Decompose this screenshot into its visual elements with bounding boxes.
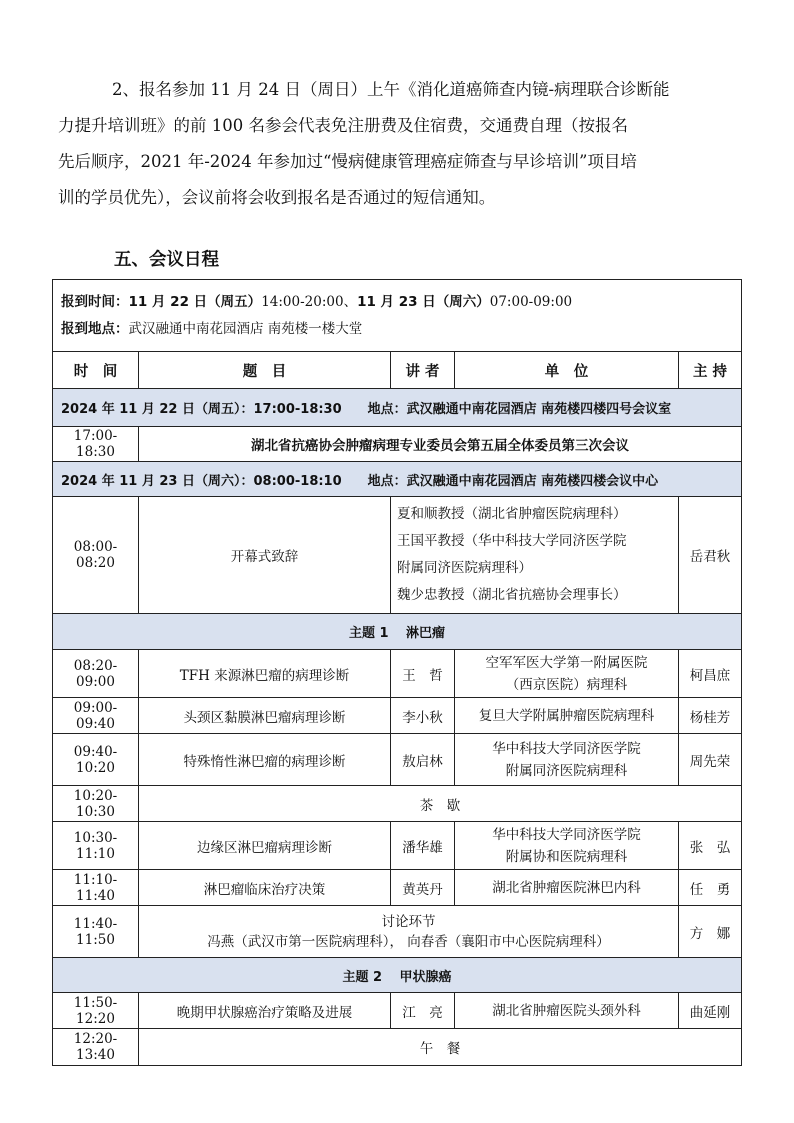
table-row	[53, 822, 742, 870]
discussion-row	[53, 906, 742, 958]
opening-speakers	[391, 497, 679, 614]
day1-band	[53, 389, 742, 427]
discussion-title: 讨论环节	[381, 913, 436, 930]
header-unit: 单 位	[455, 352, 679, 389]
lunch-label: 午 餐	[139, 1029, 742, 1066]
discussion-people: 冯燕（武汉市第一医院病理科）， 向春香（襄阳市中心医院病理科）	[207, 933, 610, 950]
row-host: 杨桂芳	[679, 698, 742, 734]
header-speaker: 讲 者	[391, 352, 455, 389]
theme1-title: 主题 1 淋巴瘤	[53, 614, 742, 650]
row-topic: 边缘区淋巴瘤病理诊断	[139, 822, 391, 870]
row-speaker: 王 哲	[391, 650, 455, 698]
row-unit: 华中科技大学同济医学院 附属同济医院病理科	[455, 734, 679, 786]
opening-title: 开幕式致辞	[139, 497, 391, 614]
section-title: 五、会议日程	[114, 250, 219, 270]
row-speaker: 李小秋	[391, 698, 455, 734]
header-host: 主 持	[679, 352, 742, 389]
table-row	[53, 993, 742, 1029]
theme2-title: 主题 2 甲状腺癌	[53, 958, 742, 993]
row-speaker: 江 亮	[391, 993, 455, 1029]
table-row	[53, 870, 742, 906]
lunch-row	[53, 1029, 742, 1066]
schedule-table	[52, 279, 742, 1066]
row-topic: 头颈区黏膜淋巴瘤病理诊断	[139, 698, 391, 734]
row-time: 11:50-12:20	[53, 993, 139, 1029]
intro-line-4: 训的学员优先），会议前将会收到报名是否通过的短信通知。	[58, 188, 496, 207]
table-row	[53, 650, 742, 698]
theme2-band	[53, 958, 742, 993]
row-host: 张 弘	[679, 822, 742, 870]
row-host: 周先荣	[679, 734, 742, 786]
registration-place: 报到地点：武汉融通中南花园酒店 南苑楼一楼大堂	[61, 320, 363, 337]
row-host: 任 勇	[679, 870, 742, 906]
row-time: 10:30-11:10	[53, 822, 139, 870]
meeting-row	[53, 427, 742, 462]
row-speaker: 潘华雄	[391, 822, 455, 870]
registration-time: 报到时间：11 月 22 日（周五）14:00-20:00、11 月 23 日（周六）07:00-09:00	[61, 293, 573, 310]
registration-cell	[53, 280, 742, 352]
row-time: 09:00-09:40	[53, 698, 139, 734]
opening-host: 岳君秋	[679, 497, 742, 614]
opening-speaker-2: 王国平教授（华中科技大学同济医学院	[397, 533, 627, 549]
discussion-cell	[139, 906, 679, 958]
break-row	[53, 786, 742, 822]
header-row	[53, 352, 742, 389]
intro-line-2: 力提升培训班》的前 100 名参会代表免注册费及住宿费，交通费自理（按报名	[58, 116, 628, 135]
intro-line-1: 2、报名参加 11 月 24 日（周日）上午《消化道癌筛查内镜-病理联合诊断能	[112, 80, 670, 99]
row-unit: 复旦大学附属肿瘤医院病理科	[455, 698, 679, 734]
discussion-time: 11:40-11:50	[53, 906, 139, 958]
row-host: 柯昌庶	[679, 650, 742, 698]
row-time: 08:20-09:00	[53, 650, 139, 698]
opening-row	[53, 497, 742, 614]
row-time: 11:10-11:40	[53, 870, 139, 906]
opening-speaker-1: 夏和顺教授（湖北省肿瘤医院病理科）	[397, 506, 627, 522]
lunch-time: 12:20-13:40	[53, 1029, 139, 1066]
row-unit: 华中科技大学同济医学院 附属协和医院病理科	[455, 822, 679, 870]
row-topic: 淋巴瘤临床治疗决策	[139, 870, 391, 906]
theme1-band	[53, 614, 742, 650]
table-row	[53, 698, 742, 734]
table-row	[53, 734, 742, 786]
opening-time: 08:00-08:20	[53, 497, 139, 614]
row-unit: 湖北省肿瘤医院淋巴内科	[455, 870, 679, 906]
day2-band-cell: 2024 年 11 月 23 日（周六）：08:00-18:10 地点：武汉融通中南花园酒店 南苑楼四楼会议中心	[53, 462, 742, 497]
header-time: 时 间	[53, 352, 139, 389]
row-topic: 晚期甲状腺癌治疗策略及进展	[139, 993, 391, 1029]
meeting-time: 17:00-18:30	[53, 427, 139, 462]
row-unit: 空军军医大学第一附属医院 （西京医院）病理科	[455, 650, 679, 698]
row-speaker: 敖启林	[391, 734, 455, 786]
header-topic: 题 目	[139, 352, 391, 389]
row-host: 曲延刚	[679, 993, 742, 1029]
registration-row	[53, 280, 742, 352]
row-topic: TFH 来源淋巴瘤的病理诊断	[139, 650, 391, 698]
row-speaker: 黄英丹	[391, 870, 455, 906]
day1-band-cell: 2024 年 11 月 22 日（周五）：17:00-18:30 地点：武汉融通中南花园酒店 南苑楼四楼四号会议室	[53, 389, 742, 427]
meeting-title: 湖北省抗癌协会肿瘤病理专业委员会第五届全体委员第三次会议	[139, 427, 742, 462]
row-time: 09:40-10:20	[53, 734, 139, 786]
opening-speaker-3: 魏少忠教授（湖北省抗癌协会理事长）	[397, 587, 627, 603]
day2-band	[53, 462, 742, 497]
intro-paragraph	[58, 72, 748, 216]
break-time: 10:20-10:30	[53, 786, 139, 822]
row-unit: 湖北省肿瘤医院头颈外科	[455, 993, 679, 1029]
row-topic: 特殊惰性淋巴瘤的病理诊断	[139, 734, 391, 786]
intro-line-3: 先后顺序，2021 年-2024 年参加过“慢病健康管理癌症筛查与早诊培训”项目培	[58, 152, 637, 171]
break-label: 茶 歇	[139, 786, 742, 822]
discussion-host: 方 娜	[679, 906, 742, 958]
opening-speaker-2b: 附属同济医院病理科）	[397, 560, 532, 576]
